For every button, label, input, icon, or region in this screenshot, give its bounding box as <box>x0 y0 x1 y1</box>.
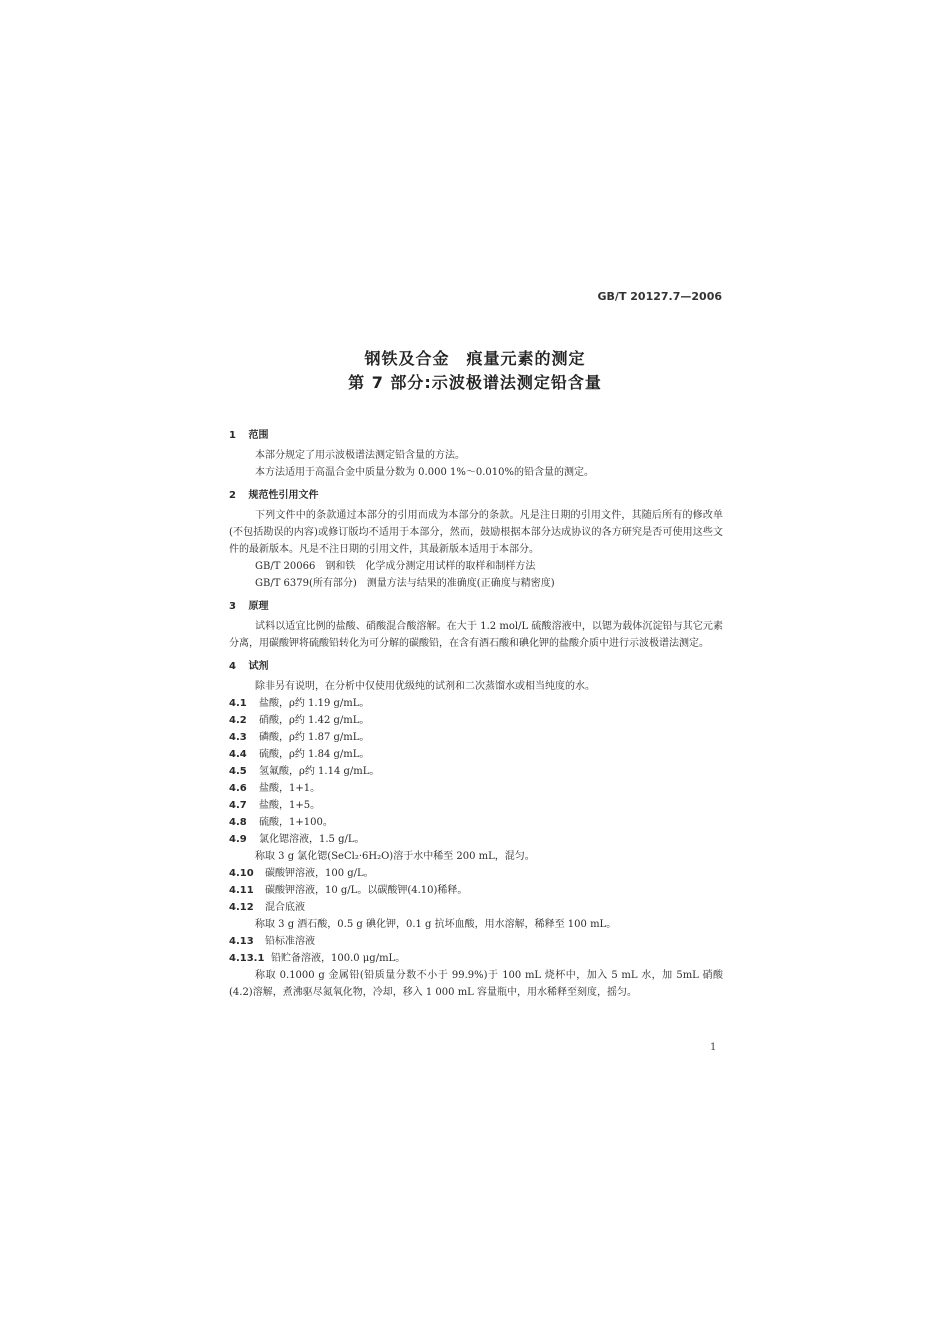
item-detail: 称取 3 g 酒石酸，0.5 g 碘化钾，0.1 g 抗坏血酸，用水溶解，稀释至 100 mL。 <box>255 919 617 930</box>
reagent-item <box>229 780 723 797</box>
paragraph: 本方法适用于高温合金中质量分数为 0.000 1%～0.010%的铅含量的测定。 <box>255 467 594 478</box>
section-title: 规范性引用文件 <box>248 490 319 501</box>
reference-item: GB/T 20066 钢和铁 化学成分测定用试样的取样和制样方法 <box>255 561 536 572</box>
paragraph: 本部分规定了用示波极谱法测定铅含量的方法。 <box>255 450 465 461</box>
item-text: 磷酸，ρ约 1.87 g/mL。 <box>259 732 370 743</box>
item-text: 氢氟酸，ρ约 1.14 g/mL。 <box>259 766 380 777</box>
item-number: 4.5 <box>229 766 247 777</box>
reagent-item <box>229 729 723 746</box>
item-text: 硫酸，1+100。 <box>259 817 333 828</box>
section-number: 3 <box>229 601 236 612</box>
item-number: 4.1 <box>229 698 247 709</box>
section-number: 4 <box>229 661 236 672</box>
item-number: 4.13.1 <box>229 953 265 964</box>
item-text: 盐酸，1+5。 <box>259 800 321 811</box>
section-title: 原理 <box>248 601 269 612</box>
reagent-item <box>229 814 723 831</box>
item-text: 铅贮备溶液，100.0 μg/mL。 <box>271 953 406 964</box>
item-number: 4.7 <box>229 800 247 811</box>
reagent-item <box>229 763 723 780</box>
reagent-item <box>229 950 723 967</box>
standard-code: GB/T 20127.7—2006 <box>597 290 722 303</box>
item-text: 硝酸，ρ约 1.42 g/mL。 <box>259 715 370 726</box>
document-title-line1: 钢铁及合金 痕量元素的测定 <box>364 349 586 368</box>
reagent-item <box>229 933 723 950</box>
item-text: 盐酸，1+1。 <box>259 783 321 794</box>
item-text: 铅标准溶液 <box>265 936 315 947</box>
item-number: 4.6 <box>229 783 247 794</box>
reagent-item <box>229 746 723 763</box>
item-text: 盐酸，ρ约 1.19 g/mL。 <box>259 698 370 709</box>
reagent-item <box>229 831 723 848</box>
section-heading <box>229 658 723 675</box>
document-body <box>229 421 723 1001</box>
reagent-item <box>229 695 723 712</box>
section-heading <box>229 598 723 615</box>
item-text: 硫酸，ρ约 1.84 g/mL。 <box>259 749 370 760</box>
reagent-item <box>229 712 723 729</box>
item-number: 4.11 <box>229 885 254 896</box>
section-title: 范围 <box>248 430 269 441</box>
item-text: 氯化锶溶液，1.5 g/L。 <box>259 834 365 845</box>
item-text: 碳酸钾溶液，100 g/L。 <box>265 868 374 879</box>
item-number: 4.2 <box>229 715 247 726</box>
reference-item: GB/T 6379(所有部分) 测量方法与结果的准确度(正确度与精密度) <box>255 578 555 589</box>
paragraph: 除非另有说明，在分析中仅使用优级纯的试剂和二次蒸馏水或相当纯度的水。 <box>255 681 595 692</box>
page-number: 1 <box>710 1042 717 1053</box>
item-number: 4.10 <box>229 868 254 879</box>
section-heading <box>229 427 723 444</box>
item-text: 碳酸钾溶液，10 g/L。以碳酸钾(4.10)稀释。 <box>265 885 468 896</box>
section-number: 2 <box>229 490 236 501</box>
reagent-item <box>229 865 723 882</box>
section-heading <box>229 487 723 504</box>
item-number: 4.13 <box>229 936 254 947</box>
item-detail: 称取 3 g 氯化锶(SeCl₂·6H₂O)溶于水中稀至 200 mL，混匀。 <box>255 851 535 862</box>
reagent-item <box>229 899 723 916</box>
paragraph: 试料以适宜比例的盐酸、硝酸混合酸溶解。在大于 1.2 mol/L 硫酸溶液中，以锶为载体沉淀铅与其它元素分离，用碳酸钾将硫酸铅转化为可分解的碳酸铅，在含有酒石酸和碘化钾的盐酸介质中进行示波极谱法测定。 <box>229 621 723 649</box>
item-number: 4.3 <box>229 732 247 743</box>
section-title: 试剂 <box>248 661 269 672</box>
reagent-item <box>229 797 723 814</box>
reagent-item <box>229 882 723 899</box>
item-number: 4.8 <box>229 817 247 828</box>
item-number: 4.9 <box>229 834 247 845</box>
document-title-line2: 第 7 部分:示波极谱法测定铅含量 <box>348 373 602 392</box>
item-number: 4.12 <box>229 902 254 913</box>
paragraph: 下列文件中的条款通过本部分的引用而成为本部分的条款。凡是注日期的引用文件，其随后所有的修改单(不包括勘误的内容)或修订版均不适用于本部分，然而，鼓励根据本部分达成协议的各方研究是否可使用这些文件的最新版本。凡是不注日期的引用文件，其最新版本适用于本部分。 <box>229 510 723 555</box>
item-detail: 称取 0.1000 g 金属铅(铅质量分数不小于 99.9%)于 100 mL 烧杯中，加入 5 mL 水，加 5mL 硝酸(4.2)溶解，煮沸驱尽氮氧化物，冷却，移入 1 000 mL 容量瓶中，用水稀释至刻度，摇匀。 <box>229 970 723 998</box>
item-text: 混合底液 <box>265 902 305 913</box>
section-number: 1 <box>229 430 236 441</box>
item-number: 4.4 <box>229 749 247 760</box>
